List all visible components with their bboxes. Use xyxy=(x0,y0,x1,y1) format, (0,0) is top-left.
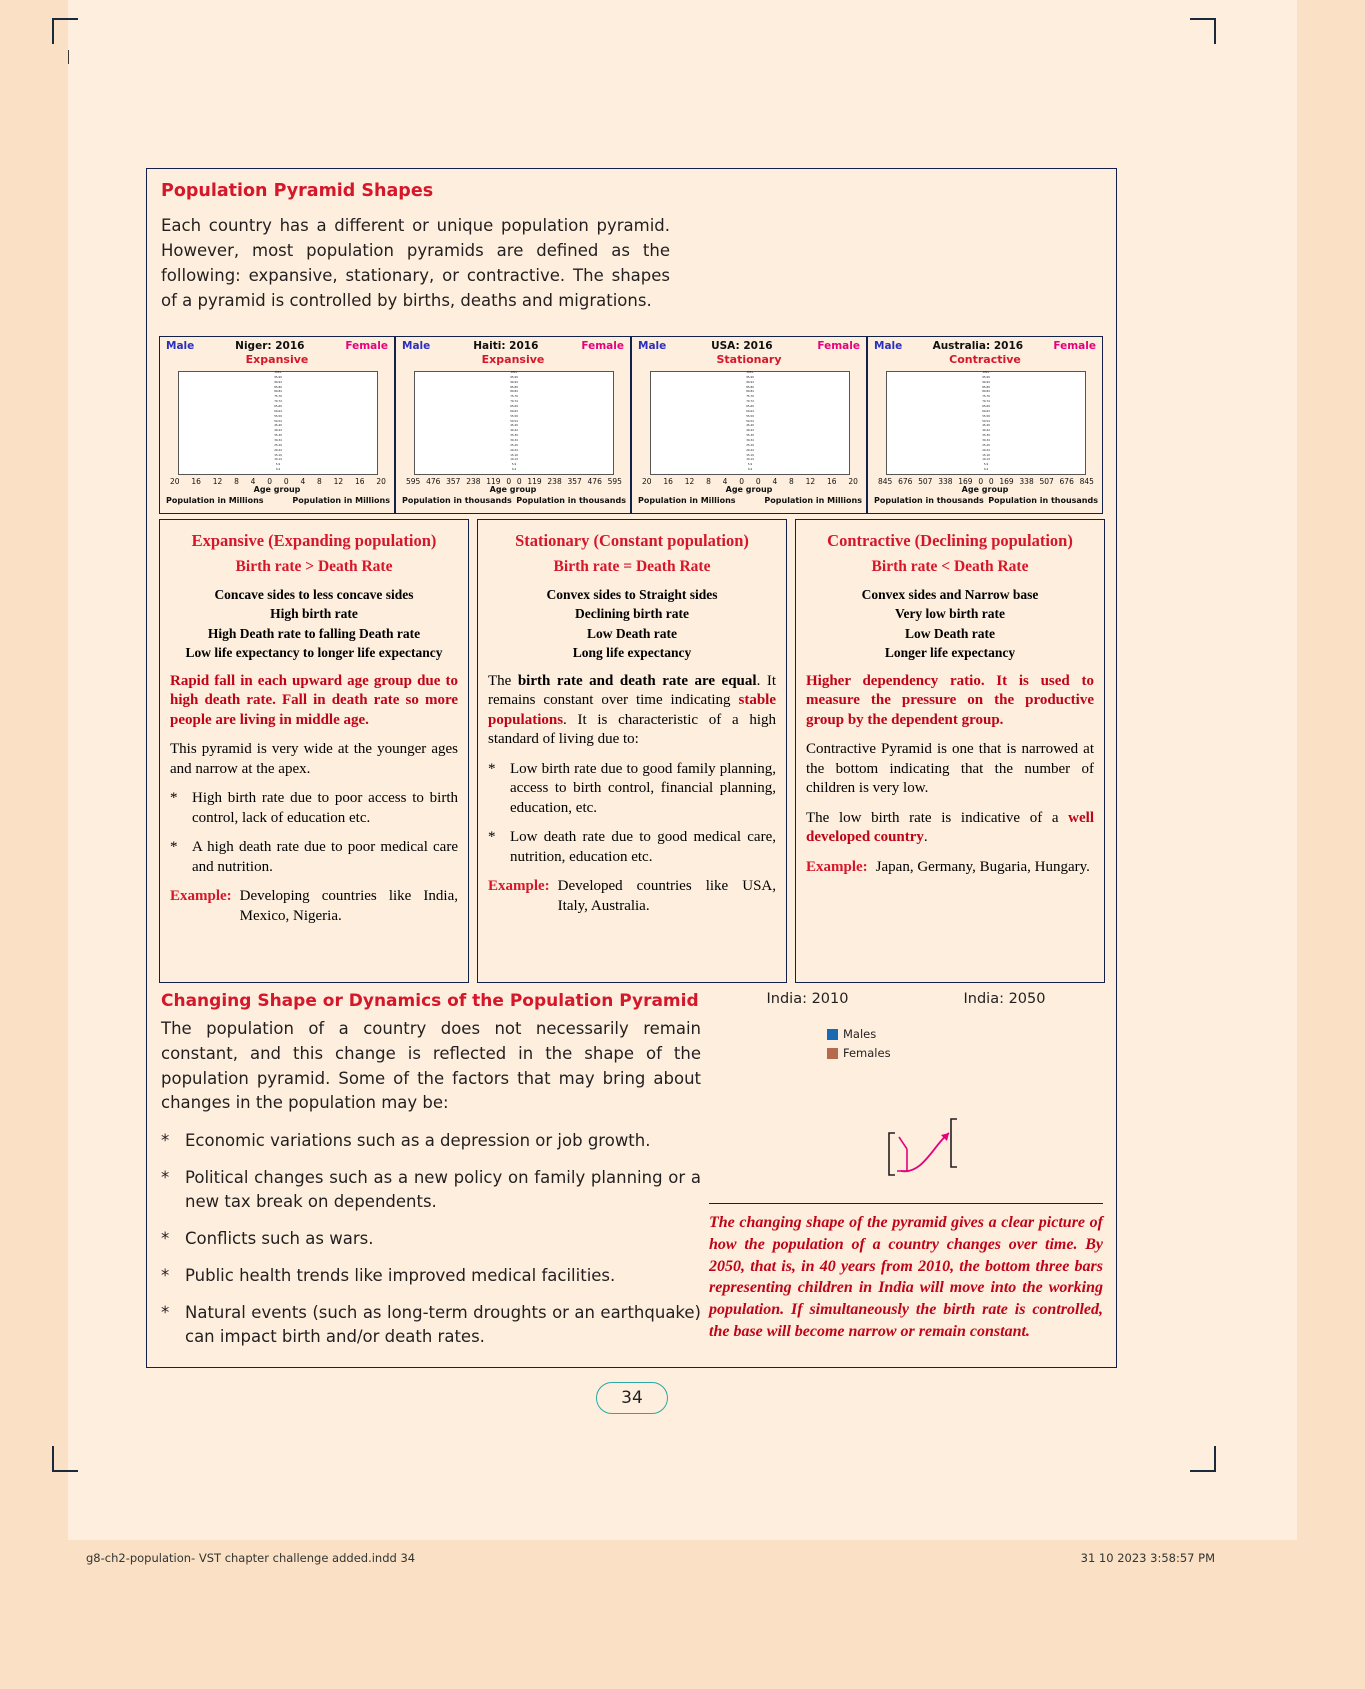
india-bar-row xyxy=(913,1110,1093,1119)
para-bold: birth rate and death rate are equal xyxy=(517,672,757,689)
column-title: Stationary (Constant population) xyxy=(515,531,749,550)
content-box xyxy=(146,168,1117,1368)
example-text: Developing countries like India, Mexico, Nigeria. xyxy=(239,888,458,924)
axis-tick: 12 xyxy=(805,477,816,486)
india-2010-title: India: 2010 xyxy=(766,991,849,1007)
india-bar-row xyxy=(913,1174,1093,1183)
bottom-bullet xyxy=(161,1227,701,1251)
axis-tick: 119 xyxy=(486,477,501,486)
feature-line: Low life expectancy to longer life expectancy xyxy=(185,645,443,661)
page-title: Population Pyramid Shapes xyxy=(161,181,434,201)
females-swatch xyxy=(827,1048,838,1059)
feature-line: Low Death rate xyxy=(905,625,995,641)
india-bar-row xyxy=(913,1057,1093,1066)
column-title: Contractive (Declining population) xyxy=(827,531,1073,550)
india-bar-row xyxy=(913,1015,1093,1024)
india-bar-row xyxy=(913,1163,1093,1172)
crop-mark-bottom-left xyxy=(52,1446,78,1472)
india-bar-row xyxy=(913,1026,1093,1035)
bullet-text: Political changes such as a new policy on family planning or a new tax break on dependents. xyxy=(185,1167,701,1211)
chart-header xyxy=(396,337,630,352)
axis-unit-right: Population in Millions xyxy=(292,496,390,505)
male-label: Male xyxy=(638,340,667,352)
shape-label: Stationary xyxy=(716,353,782,366)
plot-area xyxy=(178,371,378,475)
bullet-text: Natural events (such as long-term droughts or an earthquake) can impact birth and/or death rates. xyxy=(185,1302,701,1346)
india-bar-row xyxy=(913,1153,1093,1162)
axis-tick: 0 xyxy=(988,477,994,486)
highlight-paragraph: Higher dependency ratio. It is used to measure the pressure on the productive group by the dependent group. xyxy=(806,672,1094,728)
chart-usa xyxy=(631,336,867,514)
india-bar-row xyxy=(709,1121,889,1130)
footer-timestamp: 31 10 2023 3:58:57 PM xyxy=(1080,1551,1215,1565)
axis-unit-right: Population in Millions xyxy=(764,496,862,505)
india-bar-row xyxy=(913,1132,1093,1141)
feature-line: Low Death rate xyxy=(587,625,677,641)
axis-tick: 12 xyxy=(333,477,344,486)
bullet-item xyxy=(488,760,776,819)
legend-females-label: Females xyxy=(843,1046,891,1060)
axis-unit-right: Population in thousands xyxy=(988,496,1098,505)
male-label: Male xyxy=(402,340,431,352)
body-paragraph-2 xyxy=(806,809,1094,848)
female-label: Female xyxy=(345,340,388,352)
axis-unit-left: Population in Millions xyxy=(166,496,264,505)
feature-line: Longer life expectancy xyxy=(884,645,1016,661)
bullet-marker: * xyxy=(170,790,178,807)
para-part: . xyxy=(923,829,928,846)
axis-captions xyxy=(166,496,390,505)
axis-tick: 16 xyxy=(355,477,365,486)
feature-line: Declining birth rate xyxy=(575,606,689,622)
axis-tick: 238 xyxy=(547,477,562,486)
bullet-text: Low death rate due to good medical care, nutrition, education etc. xyxy=(510,829,776,865)
age-axis: 0-4 5-9 10-14 15-19 20-24 25-29 30-34 35-39 40-44 45-49 50-54 55-59 60-64 65-69 70-74 75-79 80-84 85-89 90-94 95-99 100+ xyxy=(742,372,759,474)
example-text: Developed countries like USA, Italy, Australia. xyxy=(557,878,776,914)
feature-line: Long life expectancy xyxy=(572,645,692,661)
column-expansive xyxy=(159,519,469,983)
para-part: The xyxy=(488,672,518,689)
feature-line: Very low birth rate xyxy=(894,606,1006,622)
axis-unit-left: Population in Millions xyxy=(638,496,736,505)
column-rate: Birth rate < Death Rate xyxy=(871,558,1029,576)
axis-tick: 169 xyxy=(958,477,973,486)
axis-tick: 12 xyxy=(684,477,695,486)
age-axis: 0-4 5-9 10-14 15-19 20-24 25-29 30-34 35-39 40-44 45-49 50-54 55-59 60-64 65-69 70-74 75-79 80-84 85-89 90-94 95-99 100+ xyxy=(978,372,995,474)
india-bar-row xyxy=(913,1121,1093,1130)
india-bar-row xyxy=(709,1142,889,1151)
column-rate: Birth rate = Death Rate xyxy=(553,558,711,576)
column-contractive xyxy=(795,519,1105,983)
feature-line: High Death rate to falling Death rate xyxy=(207,625,421,641)
bullet-marker: * xyxy=(161,1131,170,1150)
axis-unit-right: Population in thousands xyxy=(516,496,626,505)
crop-mark-top-right xyxy=(1190,18,1216,44)
chart-header xyxy=(160,337,394,352)
axis-tick: 357 xyxy=(446,477,461,486)
registration-line-left xyxy=(68,50,69,64)
footer-file-name: g8-ch2-population- VST chapter challenge added.indd 34 xyxy=(86,1551,416,1565)
female-label: Female xyxy=(581,340,624,352)
india-chart-titles xyxy=(709,991,1103,1007)
axis-tick: 4 xyxy=(772,477,778,486)
para-part: . It remains constant over time indicating xyxy=(488,672,776,709)
example-text: Japan, Germany, Bugaria, Hungary. xyxy=(875,858,1090,875)
bullet-marker: * xyxy=(161,1302,170,1322)
bullet-marker: * xyxy=(161,1228,170,1248)
bottom-left-column xyxy=(161,1017,701,1348)
india-2050-pyramid xyxy=(913,1015,1093,1187)
chart-haiti xyxy=(395,336,631,514)
body-paragraph xyxy=(488,672,776,750)
legend-females xyxy=(827,1046,891,1060)
india-caption: The changing shape of the pyramid gives a clear picture of how the population of a country changes over time. By 2050, that is, in 40 years from 2010, the bottom three bars representing children in India will move into the working population. If simultaneously the birth rate is controlled, the base will become narrow or remain constant. xyxy=(709,1203,1103,1343)
highlight-paragraph: Rapid fall in each upward age group due to high death rate. Fall in death rate so more people are living in middle age. xyxy=(170,672,458,728)
bullet-marker: * xyxy=(488,829,496,846)
axis-captions xyxy=(402,496,626,505)
bullet-text: A high death rate due to poor medical care and nutrition. xyxy=(192,839,458,875)
bullet-item xyxy=(170,838,458,877)
axis-tick: 595 xyxy=(406,477,421,486)
axis-tick: 8 xyxy=(317,477,322,486)
axis-tick: 169 xyxy=(999,477,1014,486)
crop-mark-bottom-right xyxy=(1190,1446,1216,1472)
axis-tick: 0 xyxy=(283,477,289,486)
axis-tick: 0 xyxy=(267,477,273,486)
country-label: USA: 2016 xyxy=(711,340,773,352)
axis-tick: 16 xyxy=(663,477,673,486)
country-label: Australia: 2016 xyxy=(932,340,1024,352)
india-bar-row xyxy=(913,1089,1093,1098)
chart-header xyxy=(632,337,866,352)
axis-tick: 595 xyxy=(607,477,622,486)
axis-tick: 338 xyxy=(1019,477,1034,486)
axis-tick: 0 xyxy=(739,477,745,486)
age-group-caption: Age group xyxy=(725,485,773,494)
bottom-title: Changing Shape or Dynamics of the Population Pyramid xyxy=(161,991,699,1011)
para-highlight: stable populations xyxy=(488,692,776,728)
column-stationary xyxy=(477,519,787,983)
example-row xyxy=(488,877,776,916)
bullet-text: Conflicts such as wars. xyxy=(185,1228,374,1248)
axis-tick: 4 xyxy=(722,477,728,486)
axis-tick: 20 xyxy=(642,477,652,486)
india-bar-row xyxy=(709,1174,889,1183)
india-legend xyxy=(827,1027,891,1065)
axis-tick: 16 xyxy=(191,477,201,486)
female-label: Female xyxy=(1053,340,1096,352)
country-label: Niger: 2016 xyxy=(235,340,305,352)
shape-label: Expansive xyxy=(481,353,545,366)
crop-mark-top-left xyxy=(52,18,78,44)
axis-tick: 119 xyxy=(527,477,542,486)
bottom-section xyxy=(159,991,1105,1361)
bullet-marker: * xyxy=(161,1167,170,1187)
bottom-bullet xyxy=(161,1264,701,1288)
axis-tick: 507 xyxy=(1039,477,1054,486)
age-group-caption: Age group xyxy=(489,485,537,494)
axis-tick: 20 xyxy=(170,477,180,486)
bullet-text: Low birth rate due to good family planning, access to birth control, financial planning, education, etc. xyxy=(510,760,776,816)
bottom-bullet xyxy=(161,1129,701,1153)
para-part: . It is characteristic of a high standard of living due to: xyxy=(488,711,776,748)
india-bar-row xyxy=(709,1110,889,1119)
axis-tick: 8 xyxy=(789,477,794,486)
axis-tick: 676 xyxy=(898,477,913,486)
page-number: 34 xyxy=(596,1382,668,1414)
axis-tick: 676 xyxy=(1059,477,1074,486)
axis-tick: 476 xyxy=(426,477,441,486)
axis-tick: 16 xyxy=(827,477,837,486)
plot-area xyxy=(414,371,614,475)
age-group-caption: Age group xyxy=(253,485,301,494)
india-bar-row xyxy=(913,1068,1093,1077)
axis-tick: 357 xyxy=(567,477,582,486)
axis-tick: 8 xyxy=(234,477,239,486)
india-bar-row xyxy=(913,1079,1093,1088)
intro-paragraph: Each country has a different or unique population pyramid. However, most population pyramids are defined as the following: expansive, stationary, or contractive. The shapes of a pyramid is controlled by births, deaths and migrations. xyxy=(161,216,670,311)
bottom-paragraph: The population of a country does not necessarily remain constant, and this change is reflected in the shape of the population pyramid. Some of the factors that may bring about changes in the population may be: xyxy=(161,1019,701,1113)
axis-tick: 4 xyxy=(250,477,256,486)
bottom-right-column xyxy=(709,991,1103,1343)
india-bar-row xyxy=(913,1100,1093,1109)
axis-tick: 507 xyxy=(918,477,933,486)
axis-tick: 338 xyxy=(938,477,953,486)
para-part: The low birth rate is indicative of a xyxy=(806,809,1069,826)
bullet-item xyxy=(488,828,776,867)
example-label: Example: xyxy=(806,858,868,875)
axis-tick: 8 xyxy=(706,477,711,486)
axis-tick: 20 xyxy=(376,477,386,486)
example-label: Example: xyxy=(488,878,550,895)
axis-captions xyxy=(874,496,1098,505)
bullet-text: Public health trends like improved medical facilities. xyxy=(185,1265,616,1285)
axis-tick: 476 xyxy=(587,477,602,486)
pyramid-charts-row xyxy=(159,336,1105,514)
india-bar-row xyxy=(709,1100,889,1109)
example-row xyxy=(806,858,1094,878)
india-bar-row xyxy=(709,1089,889,1098)
age-axis: 0-4 5-9 10-14 15-19 20-24 25-29 30-34 35-39 40-44 45-49 50-54 55-59 60-64 65-69 70-74 75-79 80-84 85-89 90-94 95-99 100+ xyxy=(270,372,287,474)
india-bar-row xyxy=(913,1142,1093,1151)
chart-australia xyxy=(867,336,1103,514)
india-bar-row xyxy=(709,1068,889,1077)
shape-label: Contractive xyxy=(949,353,1021,366)
comparison-columns xyxy=(159,519,1105,983)
bullet-text: Economic variations such as a depression or job growth. xyxy=(185,1131,651,1150)
feature-line: Convex sides to Straight sides xyxy=(546,586,718,602)
shape-label: Expansive xyxy=(245,353,309,366)
axis-tick: 0 xyxy=(506,477,512,486)
bottom-bullet xyxy=(161,1166,701,1214)
axis-unit-left: Population in thousands xyxy=(402,496,512,505)
axis-tick: 4 xyxy=(300,477,306,486)
chart-niger xyxy=(159,336,395,514)
feature-line: Concave sides to less concave sides xyxy=(214,586,414,602)
axis-tick: 238 xyxy=(466,477,481,486)
bullet-marker: * xyxy=(488,760,496,777)
feature-line: High birth rate xyxy=(270,606,358,622)
males-swatch xyxy=(827,1029,838,1040)
legend-males-label: Males xyxy=(843,1027,877,1041)
axis-tick: 0 xyxy=(755,477,761,486)
plot-area xyxy=(650,371,850,475)
bullet-marker: * xyxy=(161,1265,170,1285)
india-bar-row xyxy=(709,1163,889,1172)
india-2050-title: India: 2050 xyxy=(963,991,1046,1007)
example-label: Example: xyxy=(170,888,232,905)
male-label: Male xyxy=(166,340,195,352)
india-bar-row xyxy=(913,1036,1093,1045)
india-charts xyxy=(709,1015,1103,1193)
feature-line: Convex sides and Narrow base xyxy=(861,586,1039,602)
female-label: Female xyxy=(817,340,860,352)
axis-tick: 845 xyxy=(878,477,893,486)
india-bar-row xyxy=(913,1047,1093,1056)
para-highlight: well developed country xyxy=(806,809,1094,846)
example-row xyxy=(170,887,458,926)
age-axis: 0-4 5-9 10-14 15-19 20-24 25-29 30-34 35-39 40-44 45-49 50-54 55-59 60-64 65-69 70-74 75-79 80-84 85-89 90-94 95-99 100+ xyxy=(506,372,523,474)
plot-area xyxy=(886,371,1086,475)
axis-unit-left: Population in thousands xyxy=(874,496,984,505)
country-label: Haiti: 2016 xyxy=(473,340,539,352)
body-paragraph: This pyramid is very wide at the younger ages and narrow at the apex. xyxy=(170,741,458,777)
chart-header xyxy=(868,337,1102,352)
column-title: Expansive (Expanding population) xyxy=(191,531,437,550)
bottom-bullet xyxy=(161,1301,701,1349)
bullet-marker: * xyxy=(170,839,178,856)
bullet-text: High birth rate due to poor access to birth control, lack of education etc. xyxy=(192,790,458,826)
axis-tick: 845 xyxy=(1079,477,1094,486)
axis-tick: 0 xyxy=(516,477,522,486)
india-bar-row xyxy=(709,1079,889,1088)
axis-tick: 12 xyxy=(212,477,223,486)
axis-tick: 20 xyxy=(848,477,858,486)
india-bar-row xyxy=(709,1015,889,1024)
age-group-caption: Age group xyxy=(961,485,1009,494)
axis-captions xyxy=(638,496,862,505)
body-paragraph: Contractive Pyramid is one that is narrowed at the bottom indicating that the number of children is very low. xyxy=(806,741,1094,797)
bullet-item xyxy=(170,789,458,828)
india-bar-row xyxy=(709,1153,889,1162)
axis-tick: 0 xyxy=(978,477,984,486)
legend-males xyxy=(827,1027,891,1041)
male-label: Male xyxy=(874,340,903,352)
india-bar-row xyxy=(709,1132,889,1141)
column-rate: Birth rate > Death Rate xyxy=(235,558,393,576)
